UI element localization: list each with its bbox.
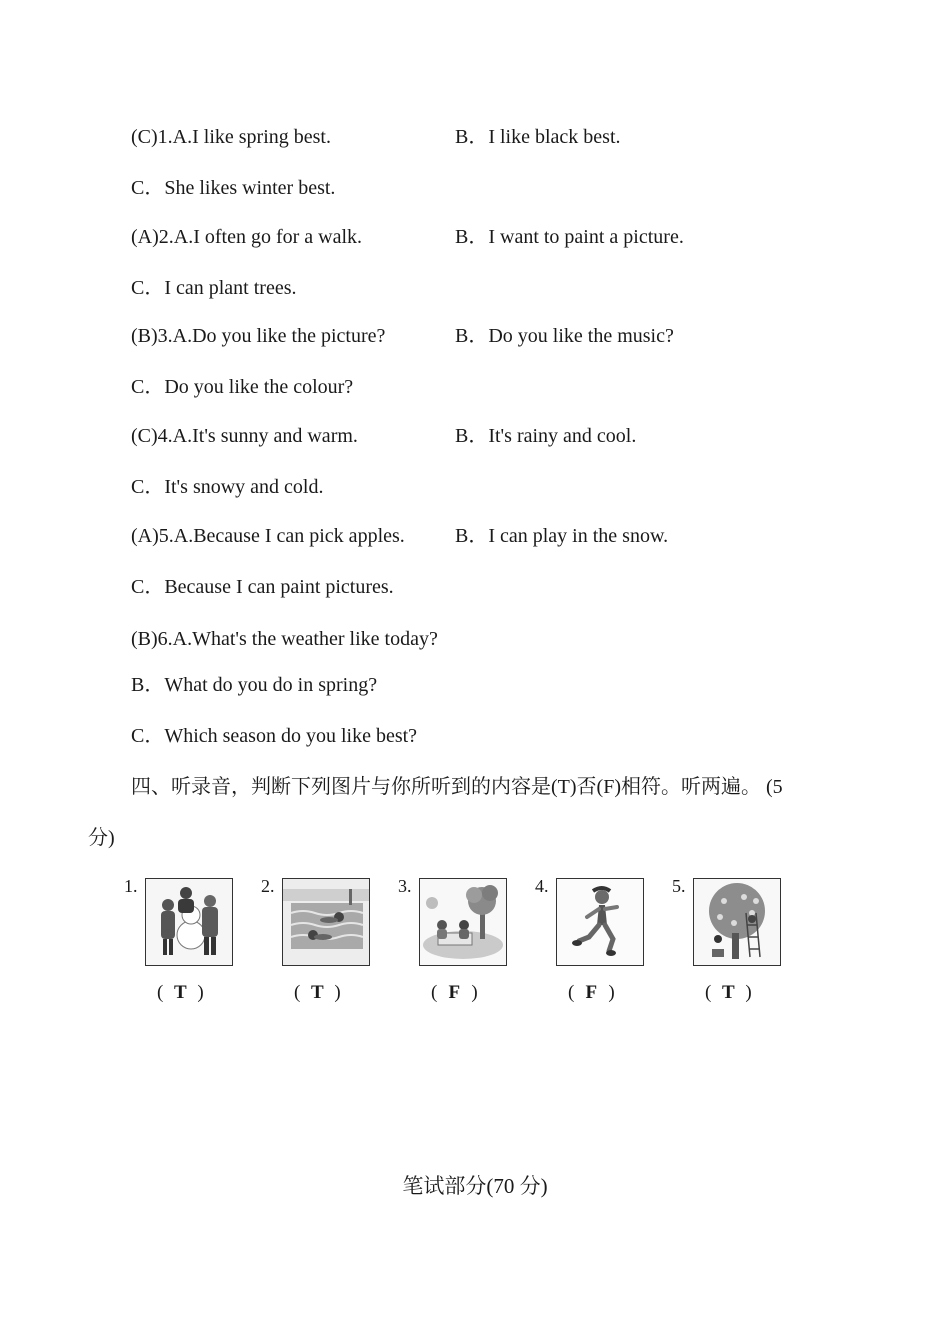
section-four-title: 四、听录音，判断下列图片与你所听到的内容是(T)否(F)相符。听两遍。 (5 [131, 776, 783, 798]
picnic-icon [419, 878, 507, 966]
written-section-heading: 笔试部分(70 分) [402, 1174, 548, 1198]
picture-number: 2. [261, 876, 275, 896]
q2-option-b: B．I want to paint a picture. [455, 226, 684, 248]
q2-option-a: (A)2.A.I often go for a walk. [131, 226, 363, 248]
swimming-pool-icon [282, 878, 370, 966]
q3-option-b: B．Do you like the music? [455, 325, 674, 347]
q5-option-a: (A)5.A.Because I can pick apples. [131, 525, 405, 547]
q6-option-b: B．What do you do in spring? [131, 674, 378, 696]
q1-option-b: B．I like black best. [455, 126, 621, 148]
q6-option-c: C．Which season do you like best? [131, 725, 418, 747]
answer-4: ( F ) [568, 982, 615, 1003]
q2-option-c: C．I can plant trees. [131, 277, 297, 299]
family-snowman-icon [145, 878, 233, 966]
running-boy-icon [556, 878, 644, 966]
q4-option-a: (C)4.A.It's sunny and warm. [131, 425, 358, 447]
apple-tree-icon [693, 878, 781, 966]
answer-1: ( T ) [157, 982, 204, 1003]
picture-number: 3. [398, 876, 412, 896]
section-four-title-cont: 分) [88, 827, 115, 849]
q3-option-a: (B)3.A.Do you like the picture? [131, 325, 386, 347]
q3-option-c: C．Do you like the colour? [131, 376, 354, 398]
picture-number: 4. [535, 876, 549, 896]
q4-option-b: B．It's rainy and cool. [455, 425, 637, 447]
q1-option-a: (C)1.A.I like spring best. [131, 126, 331, 148]
picture-number: 1. [124, 876, 138, 896]
q4-option-c: C．It's snowy and cold. [131, 476, 324, 498]
q1-option-c: C．She likes winter best. [131, 177, 336, 199]
q5-option-c: C．Because I can paint pictures. [131, 576, 394, 598]
q5-option-b: B．I can play in the snow. [455, 525, 669, 547]
q6-option-a: (B)6.A.What's the weather like today? [131, 628, 438, 650]
picture-number: 5. [672, 876, 686, 896]
answer-3: ( F ) [431, 982, 478, 1003]
answer-5: ( T ) [705, 982, 752, 1003]
answer-2: ( T ) [294, 982, 341, 1003]
